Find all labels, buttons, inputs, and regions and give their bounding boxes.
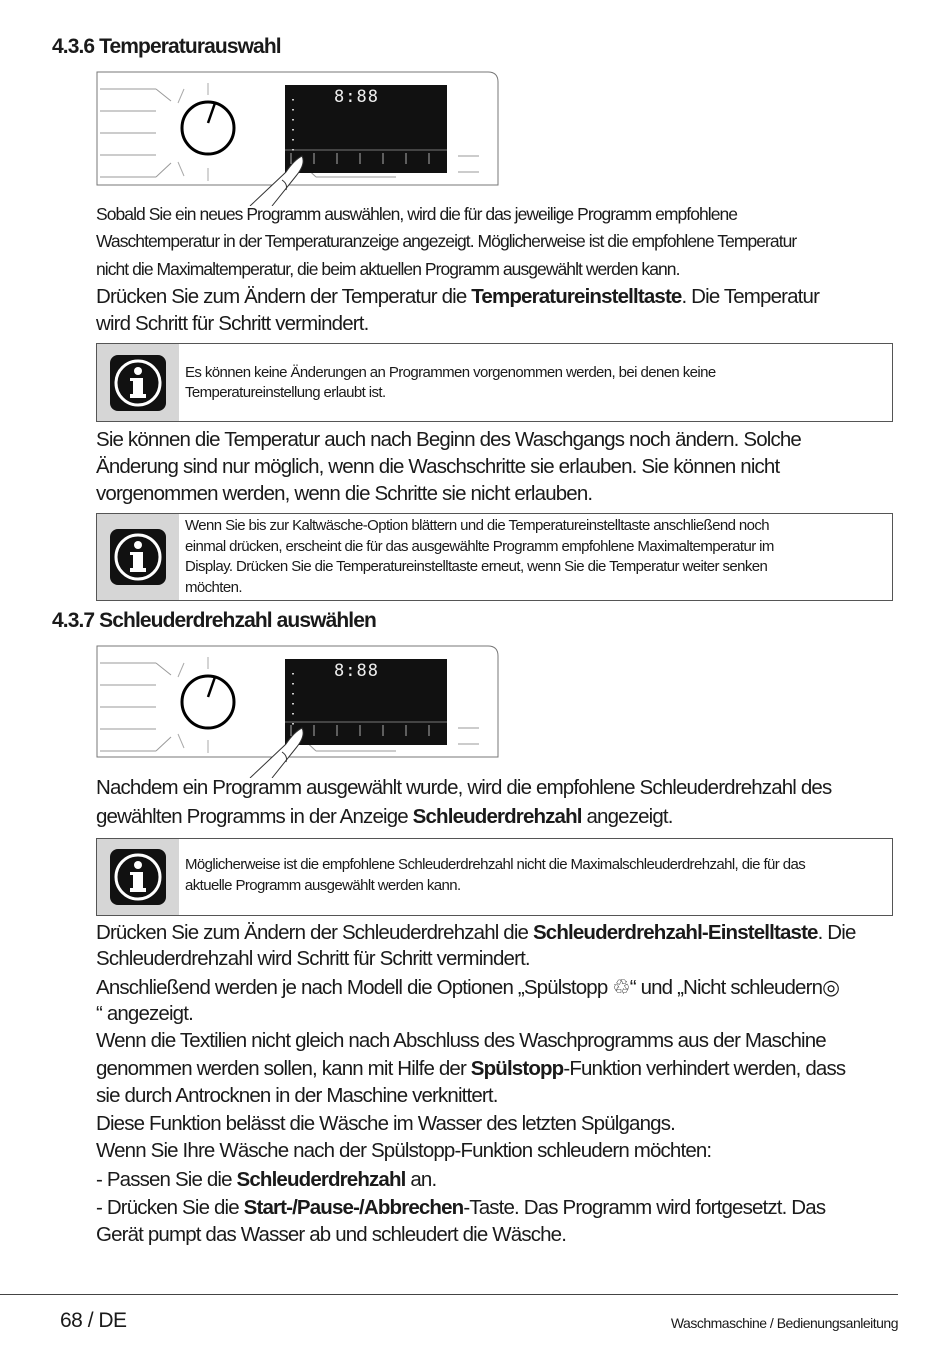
text-segment: Nachdem ein Programm ausgewählt wurde, wird die empfohlene Schleuderdrehzahl des	[96, 776, 832, 800]
text-segment: Wenn die Textilien nicht gleich nach Abschluss des Waschprogramms aus der Maschine	[96, 1029, 826, 1053]
text-segment: Schleuderdrehzahl wird Schritt für Schritt vermindert.	[96, 947, 530, 971]
control-panel-illustration-spin	[96, 645, 500, 783]
text-segment: -Taste. Das Programm wird fortgesetzt. Das	[463, 1196, 826, 1220]
text-segment: Drücken Sie zum Ändern der Temperatur die	[96, 285, 472, 309]
text-segment: wird Schritt für Schritt vermindert.	[96, 312, 369, 336]
text-line	[185, 517, 769, 534]
display-readout: 8:88	[334, 87, 379, 107]
info-icon	[97, 514, 179, 600]
text-segment: Es können keine Änderungen an Programmen vorgenommen werden, bei denen keine	[185, 363, 716, 381]
text-line	[96, 1168, 436, 1192]
text-line	[96, 1139, 711, 1163]
text-segment: Drücken Sie zum Ändern der Schleuderdrehzahl die	[96, 921, 533, 945]
control-panel-illustration-temperature	[96, 71, 500, 211]
text-line	[96, 776, 831, 800]
text-line	[185, 579, 242, 596]
text-segment: an.	[405, 1168, 437, 1192]
panel-drawing	[96, 645, 500, 778]
text-segment: Wenn Sie Ihre Wäsche nach der Spülstopp-Funktion schleudern möchten:	[96, 1139, 712, 1163]
text-segment: vorgenommen werden, wenn die Schritte sie nicht erlauben.	[96, 482, 593, 506]
text-segment: Diese Funktion belässt die Wäsche im Wasser des letzten Spülgangs.	[96, 1112, 675, 1136]
panel-drawing	[96, 71, 500, 206]
text-segment: . Die	[817, 921, 856, 945]
footer-title: Waschmaschine / Bedienungsanleitung	[670, 1315, 898, 1331]
text-line	[96, 1029, 826, 1053]
text-segment: Änderung sind nur möglich, wenn die Waschschritte sie erlauben. Sie können nicht	[96, 455, 780, 479]
text-line	[96, 947, 530, 971]
text-line	[185, 856, 805, 873]
text-line	[185, 538, 774, 555]
text-line	[96, 231, 796, 252]
info-icon	[97, 344, 179, 421]
text-segment: gewählten Programms in der Anzeige	[96, 805, 413, 829]
section-heading-temperature: 4.3.6 Temperaturauswahl	[52, 35, 281, 58]
text-line	[185, 364, 716, 381]
text-segment: angezeigt.	[581, 805, 673, 829]
text-segment: aktuelle Programm ausgewählt werden kann.	[185, 876, 461, 894]
text-segment: Gerät pumpt das Wasser ab und schleudert die Wäsche.	[96, 1223, 567, 1247]
emphasized-term: Schleuderdrehzahl	[236, 1168, 406, 1192]
info-box	[96, 343, 893, 422]
text-line	[96, 1112, 675, 1136]
text-segment: Wenn Sie bis zur Kaltwäsche-Option blättern und die Temperatureinstelltaste anschließend noch	[185, 516, 770, 534]
text-segment: . Die Temperatur	[681, 285, 820, 309]
emphasized-term: Schleuderdrehzahl	[412, 805, 582, 829]
text-line	[96, 1084, 498, 1108]
text-line	[96, 805, 673, 829]
text-segment: “ angezeigt.	[96, 1002, 193, 1026]
text-segment: - Drücken Sie die	[96, 1196, 244, 1220]
display-readout: 8:88	[334, 661, 379, 681]
text-segment: möchten.	[185, 578, 242, 596]
text-line	[96, 204, 737, 225]
text-line	[96, 921, 856, 945]
emphasized-term: Temperatureinstelltaste	[471, 285, 682, 309]
text-segment: genommen werden sollen, kann mit Hilfe der	[96, 1057, 471, 1081]
text-segment: Display. Drücken Sie die Temperatureinstelltaste erneut, wenn Sie die Temperatur weiter senken	[185, 557, 768, 575]
text-segment: Temperatureinstellung erlaubt ist.	[185, 383, 386, 401]
text-segment: Waschtemperatur in der Temperaturanzeige angezeigt. Möglicherweise ist die empfohlene Temperatur	[96, 231, 797, 252]
emphasized-term: Start-/Pause-/Abbrechen	[243, 1196, 464, 1220]
emphasized-term: Spülstopp	[470, 1057, 564, 1081]
text-line	[96, 1196, 825, 1220]
text-segment: Sobald Sie ein neues Programm auswählen, wird die für das jeweilige Programm empfohlene	[96, 204, 738, 225]
text-line	[96, 312, 368, 336]
text-line	[185, 877, 461, 894]
text-segment: einmal drücken, erscheint die für das ausgewählte Programm empfohlene Maximaltemperatur im	[185, 537, 774, 555]
info-icon	[97, 839, 179, 915]
text-line	[185, 384, 386, 401]
text-segment: Anschließend werden je nach Modell die Optionen „Spülstopp ♲“ und „Nicht schleudern◎	[96, 976, 840, 1000]
text-segment: Sie können die Temperatur auch nach Beginn des Waschgangs noch ändern. Solche	[96, 428, 801, 452]
text-line	[96, 285, 819, 309]
text-segment: sie durch Antrocknen in der Maschine verknittert.	[96, 1084, 498, 1108]
section-heading-spin-speed: 4.3.7 Schleuderdrehzahl auswählen	[52, 609, 376, 632]
text-line	[96, 1057, 845, 1081]
text-line	[96, 1002, 193, 1026]
text-line	[96, 482, 592, 506]
page-number: 68 / DE	[60, 1309, 127, 1332]
text-segment: -Funktion verhindert werden, dass	[563, 1057, 846, 1081]
text-segment: - Passen Sie die	[96, 1168, 237, 1192]
text-line	[185, 558, 767, 575]
text-line	[96, 428, 801, 452]
text-line	[96, 975, 839, 1000]
text-segment: nicht die Maximaltemperatur, die beim aktuellen Programm ausgewählt werden kann.	[96, 259, 680, 280]
text-line	[96, 455, 779, 479]
emphasized-term: Schleuderdrehzahl-Einstelltaste	[532, 921, 818, 945]
footer-divider	[0, 1294, 898, 1295]
text-line	[96, 259, 680, 280]
text-line	[96, 1223, 566, 1247]
text-segment: Möglicherweise ist die empfohlene Schleuderdrehzahl nicht die Maximalschleuderdrehzahl, die für das	[185, 855, 806, 873]
